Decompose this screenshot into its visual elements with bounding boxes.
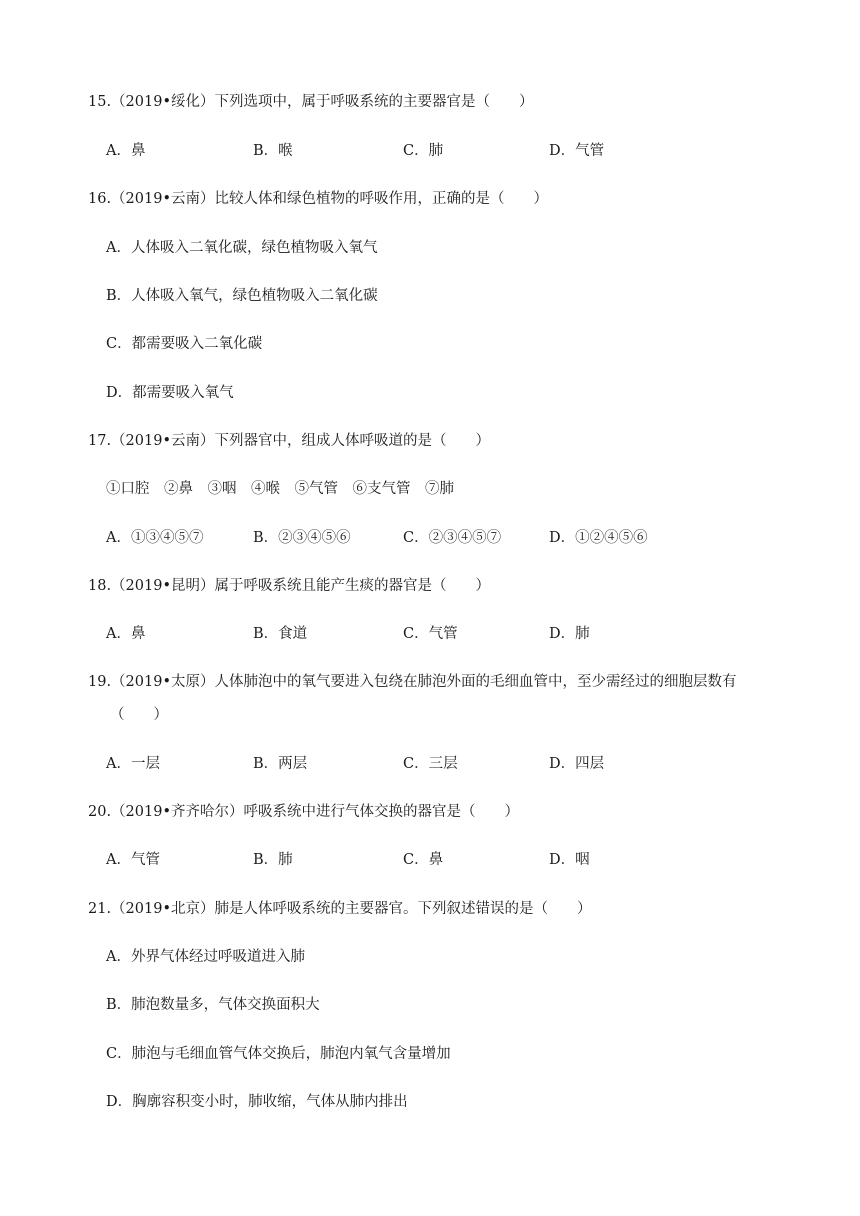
question-16-stem: 16.（2019•云南）比较人体和绿色植物的呼吸作用，正确的是（ ）	[88, 191, 549, 207]
q20-option-c: C．鼻	[403, 852, 444, 868]
q21-option-d: D．胸廓容积变小时，肺收缩，气体从肺内排出	[106, 1094, 408, 1110]
q16-option-c: C．都需要吸入二氧化碳	[106, 336, 263, 352]
question-18-options	[0, 624, 860, 644]
q19-option-b: B．两层	[253, 756, 308, 772]
q15-option-a: A．鼻	[106, 143, 146, 159]
q16-option-d: D．都需要吸入氧气	[106, 385, 234, 401]
q15-option-b: B．喉	[253, 143, 293, 159]
q20-option-a: A．气管	[106, 852, 160, 868]
question-19-stem-continued: （ ）	[110, 707, 168, 723]
question-18-stem: 18.（2019•昆明）属于呼吸系统且能产生痰的器官是（ ）	[88, 578, 491, 594]
question-17-stem: 17.（2019•云南）下列器官中，组成人体呼吸道的是（ ）	[88, 433, 491, 449]
q16-option-b: B．人体吸入氧气，绿色植物吸入二氧化碳	[106, 288, 378, 304]
q15-option-c: C．肺	[403, 143, 444, 159]
q19-option-d: D．四层	[549, 756, 605, 772]
q17-organ-list: ①口腔 ②鼻 ③咽 ④喉 ⑤气管 ⑥支气管 ⑦肺	[106, 481, 454, 497]
question-20-stem: 20.（2019•齐齐哈尔）呼吸系统中进行气体交换的器官是（ ）	[88, 804, 520, 820]
question-21-stem: 21.（2019•北京）肺是人体呼吸系统的主要器官。下列叙述错误的是（ ）	[88, 901, 592, 917]
q18-option-d: D．肺	[549, 626, 590, 642]
q17-option-c: C．②③④⑤⑦	[403, 530, 502, 546]
q21-option-a: A．外界气体经过呼吸道进入肺	[106, 949, 305, 965]
question-15-options	[0, 141, 860, 161]
q17-option-d: D．①②④⑤⑥	[549, 530, 648, 546]
question-20-options	[0, 850, 860, 870]
q20-option-d: D．咽	[549, 852, 590, 868]
question-17-options	[0, 528, 860, 548]
q17-option-a: A．①③④⑤⑦	[106, 530, 204, 546]
question-15-stem: 15.（2019•绥化）下列选项中，属于呼吸系统的主要器官是（ ）	[88, 94, 534, 110]
q20-option-b: B．肺	[253, 852, 293, 868]
q19-option-a: A．一层	[106, 756, 160, 772]
question-19-stem: 19.（2019•太原）人体肺泡中的氧气要进入包绕在肺泡外面的毛细血管中，至少需经过的细胞层数有	[88, 674, 737, 690]
q18-option-a: A．鼻	[106, 626, 146, 642]
q21-option-b: B．肺泡数量多，气体交换面积大	[106, 997, 320, 1013]
q15-option-d: D．气管	[549, 143, 605, 159]
q18-option-c: C．气管	[403, 626, 458, 642]
q17-option-b: B．②③④⑤⑥	[253, 530, 351, 546]
q21-option-c: C．肺泡与毛细血管气体交换后，肺泡内氧气含量增加	[106, 1046, 451, 1062]
q19-option-c: C．三层	[403, 756, 458, 772]
q18-option-b: B．食道	[253, 626, 308, 642]
q16-option-a: A．人体吸入二氧化碳，绿色植物吸入氧气	[106, 240, 378, 256]
question-19-options	[0, 754, 860, 774]
